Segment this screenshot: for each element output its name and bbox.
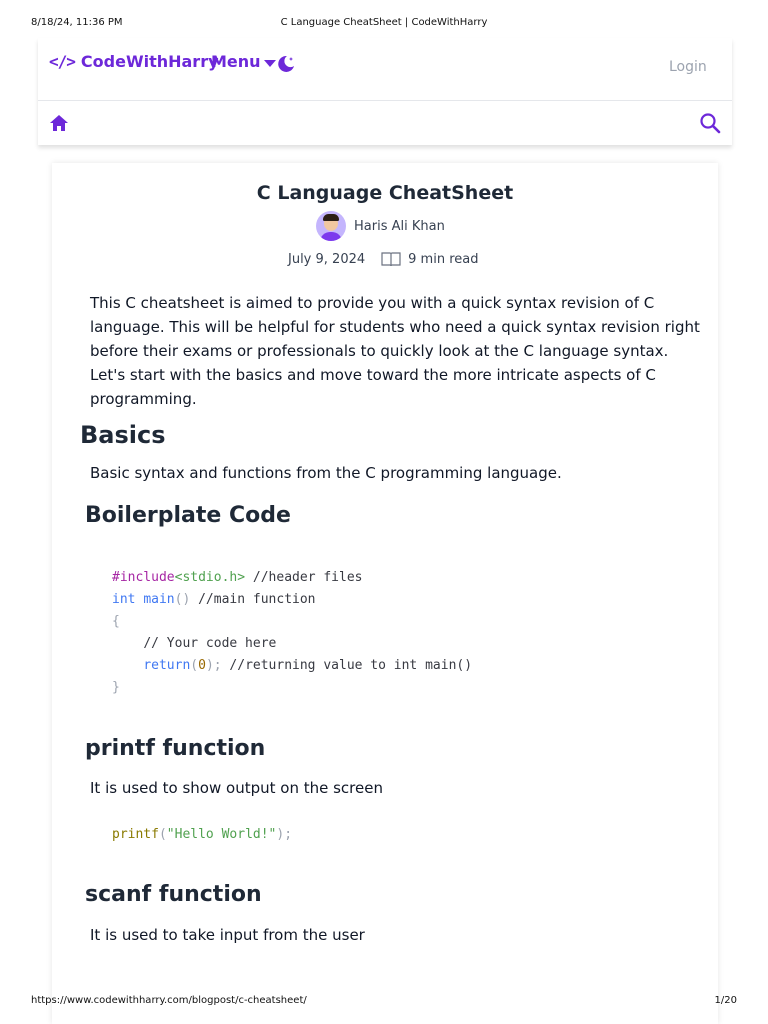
print-doc-title: C Language CheatSheet | CodeWithHarry (280, 17, 488, 28)
moon-icon[interactable] (276, 54, 296, 74)
article-meta (288, 251, 478, 267)
author-info[interactable] (316, 211, 445, 241)
article-title: C Language CheatSheet (256, 182, 514, 204)
print-url: https://www.codewithharry.com/blogpost/c-cheatsheet/ (31, 995, 307, 1006)
article-card (52, 163, 718, 1024)
basics-heading: Basics (80, 421, 166, 449)
nav-bottom-bar (38, 101, 732, 145)
scanf-text: It is used to take input from the user (90, 926, 365, 944)
chevron-down-icon (264, 60, 276, 67)
intro-paragraph: This C cheatsheet is aimed to provide you with a quick syntax revision of C language. This will be helpful for students who need a quick syntax revision right before their exams or professionals to quickly look at the C language syntax. Let's start with the basics and move toward the more intricate aspects of C programming. (90, 294, 700, 408)
author-name: Haris Ali Khan (354, 218, 445, 234)
print-page-number: 1/20 (714, 995, 737, 1006)
brand-link[interactable] (49, 52, 219, 71)
boilerplate-heading: Boilerplate Code (85, 503, 291, 528)
read-time: 9 min read (408, 251, 479, 267)
menu-button[interactable] (211, 52, 276, 71)
print-date: 8/18/24, 11:36 PM (31, 17, 123, 28)
login-link[interactable]: Login (669, 59, 707, 75)
boilerplate-code-block: #include<stdio.h> //header files int main() //main function { // Your code here return(0); //returning value to int main() } (112, 570, 473, 695)
print-header (0, 17, 768, 31)
publish-date: July 9, 2024 (288, 251, 366, 267)
basics-text: Basic syntax and functions from the C programming language. (90, 464, 562, 482)
menu-label: Menu (211, 52, 261, 71)
book-open-icon (381, 251, 401, 267)
navbar (38, 38, 732, 145)
scanf-heading: scanf function (85, 882, 262, 907)
printf-heading: printf function (85, 736, 266, 761)
brand-name: CodeWithHarry (80, 52, 219, 71)
home-icon[interactable] (49, 113, 69, 133)
printf-text: It is used to show output on the screen (90, 779, 383, 797)
code-icon: </> (49, 52, 75, 71)
print-footer (0, 995, 768, 1009)
printf-code-block: printf("Hello World!"); (112, 827, 293, 842)
avatar (316, 211, 346, 241)
nav-top-bar (38, 38, 732, 101)
search-icon[interactable] (699, 112, 721, 134)
